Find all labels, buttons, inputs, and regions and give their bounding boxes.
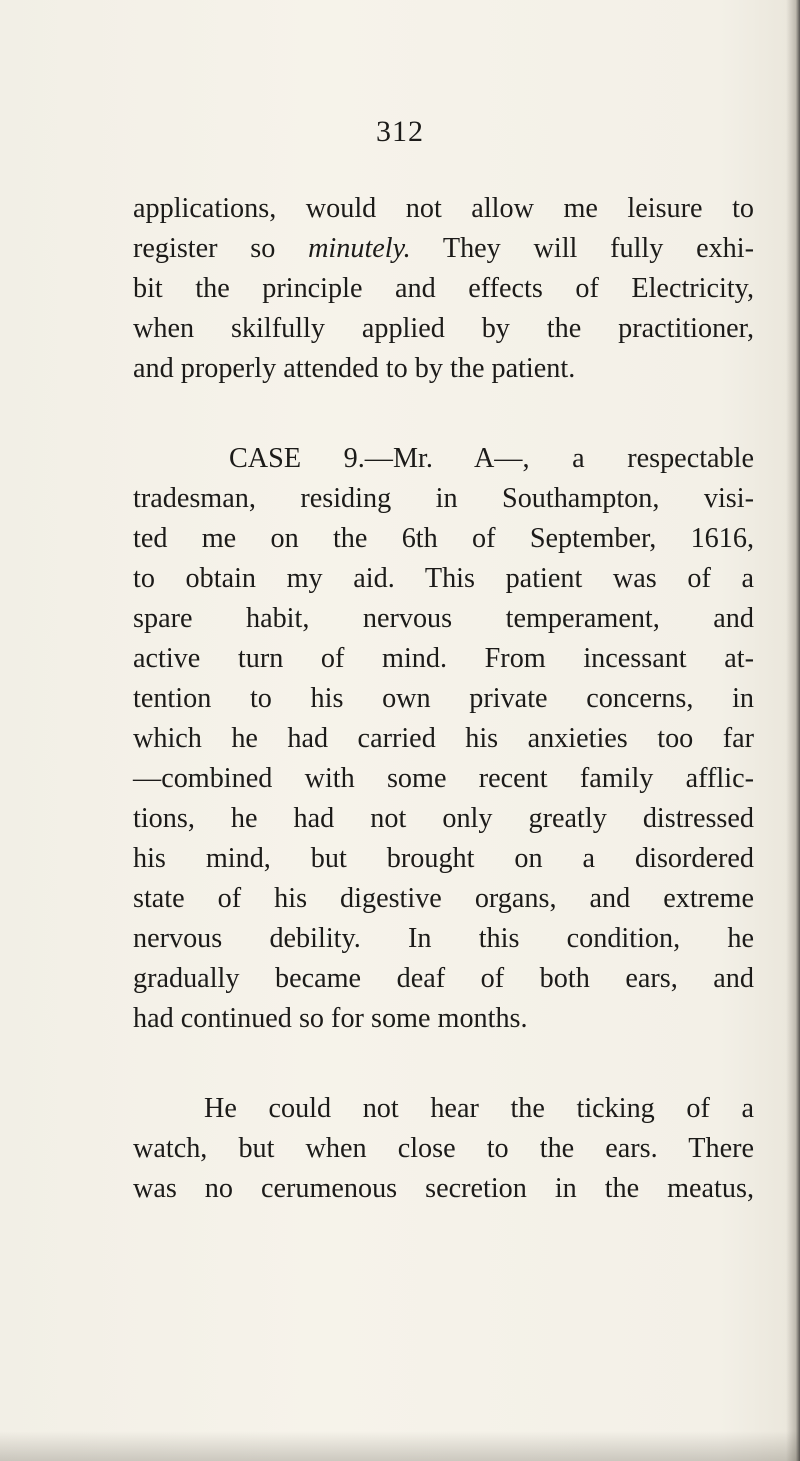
text-line: spare habit, nervous temperament, and (133, 603, 754, 634)
text-line: had continued so for some months. (133, 1003, 528, 1034)
text-line: He could not hear the ticking of a (204, 1093, 754, 1124)
text-line: tions, he had not only greatly distressed (133, 803, 754, 834)
text-line: nervous debility. In this condition, he (133, 923, 754, 954)
text-line: was no cerumenous secretion in the meatus, (133, 1173, 754, 1204)
text-line: gradually became deaf of both ears, and (133, 963, 754, 994)
text-run: register so (133, 233, 309, 264)
page-number: 312 (376, 115, 424, 148)
text-run: They will fully exhi- (410, 233, 754, 264)
text-line: —combined with some recent family afflic- (133, 763, 754, 794)
text-line: state of his digestive organs, and extreme (133, 883, 754, 914)
text-line: ted me on the 6th of September, 1616, (133, 523, 754, 554)
page-edge-shadow (786, 0, 800, 1461)
text-line: which he had carried his anxieties too far (133, 723, 754, 754)
text-line: tention to his own private concerns, in (133, 683, 754, 714)
text-line (133, 229, 754, 269)
text-line: his mind, but brought on a disordered (133, 843, 754, 874)
case-heading-line: CASE 9.—Mr. A—, a respectable (229, 443, 754, 474)
text-line: to obtain my aid. This patient was of a (133, 563, 754, 594)
text-line: applications, would not allow me leisure to (133, 193, 754, 224)
page-bottom-shadow (0, 1431, 800, 1461)
emphasis-text: minutely. (308, 233, 411, 264)
text-line: tradesman, residing in Southampton, visi- (133, 483, 754, 514)
text-line: when skilfully applied by the practitioner, (133, 313, 754, 344)
text-line: and properly attended to by the patient. (133, 353, 576, 384)
text-line: active turn of mind. From incessant at- (133, 643, 754, 674)
text-line: bit the principle and effects of Electricity, (133, 273, 754, 304)
text-line: watch, but when close to the ears. There (133, 1133, 754, 1164)
